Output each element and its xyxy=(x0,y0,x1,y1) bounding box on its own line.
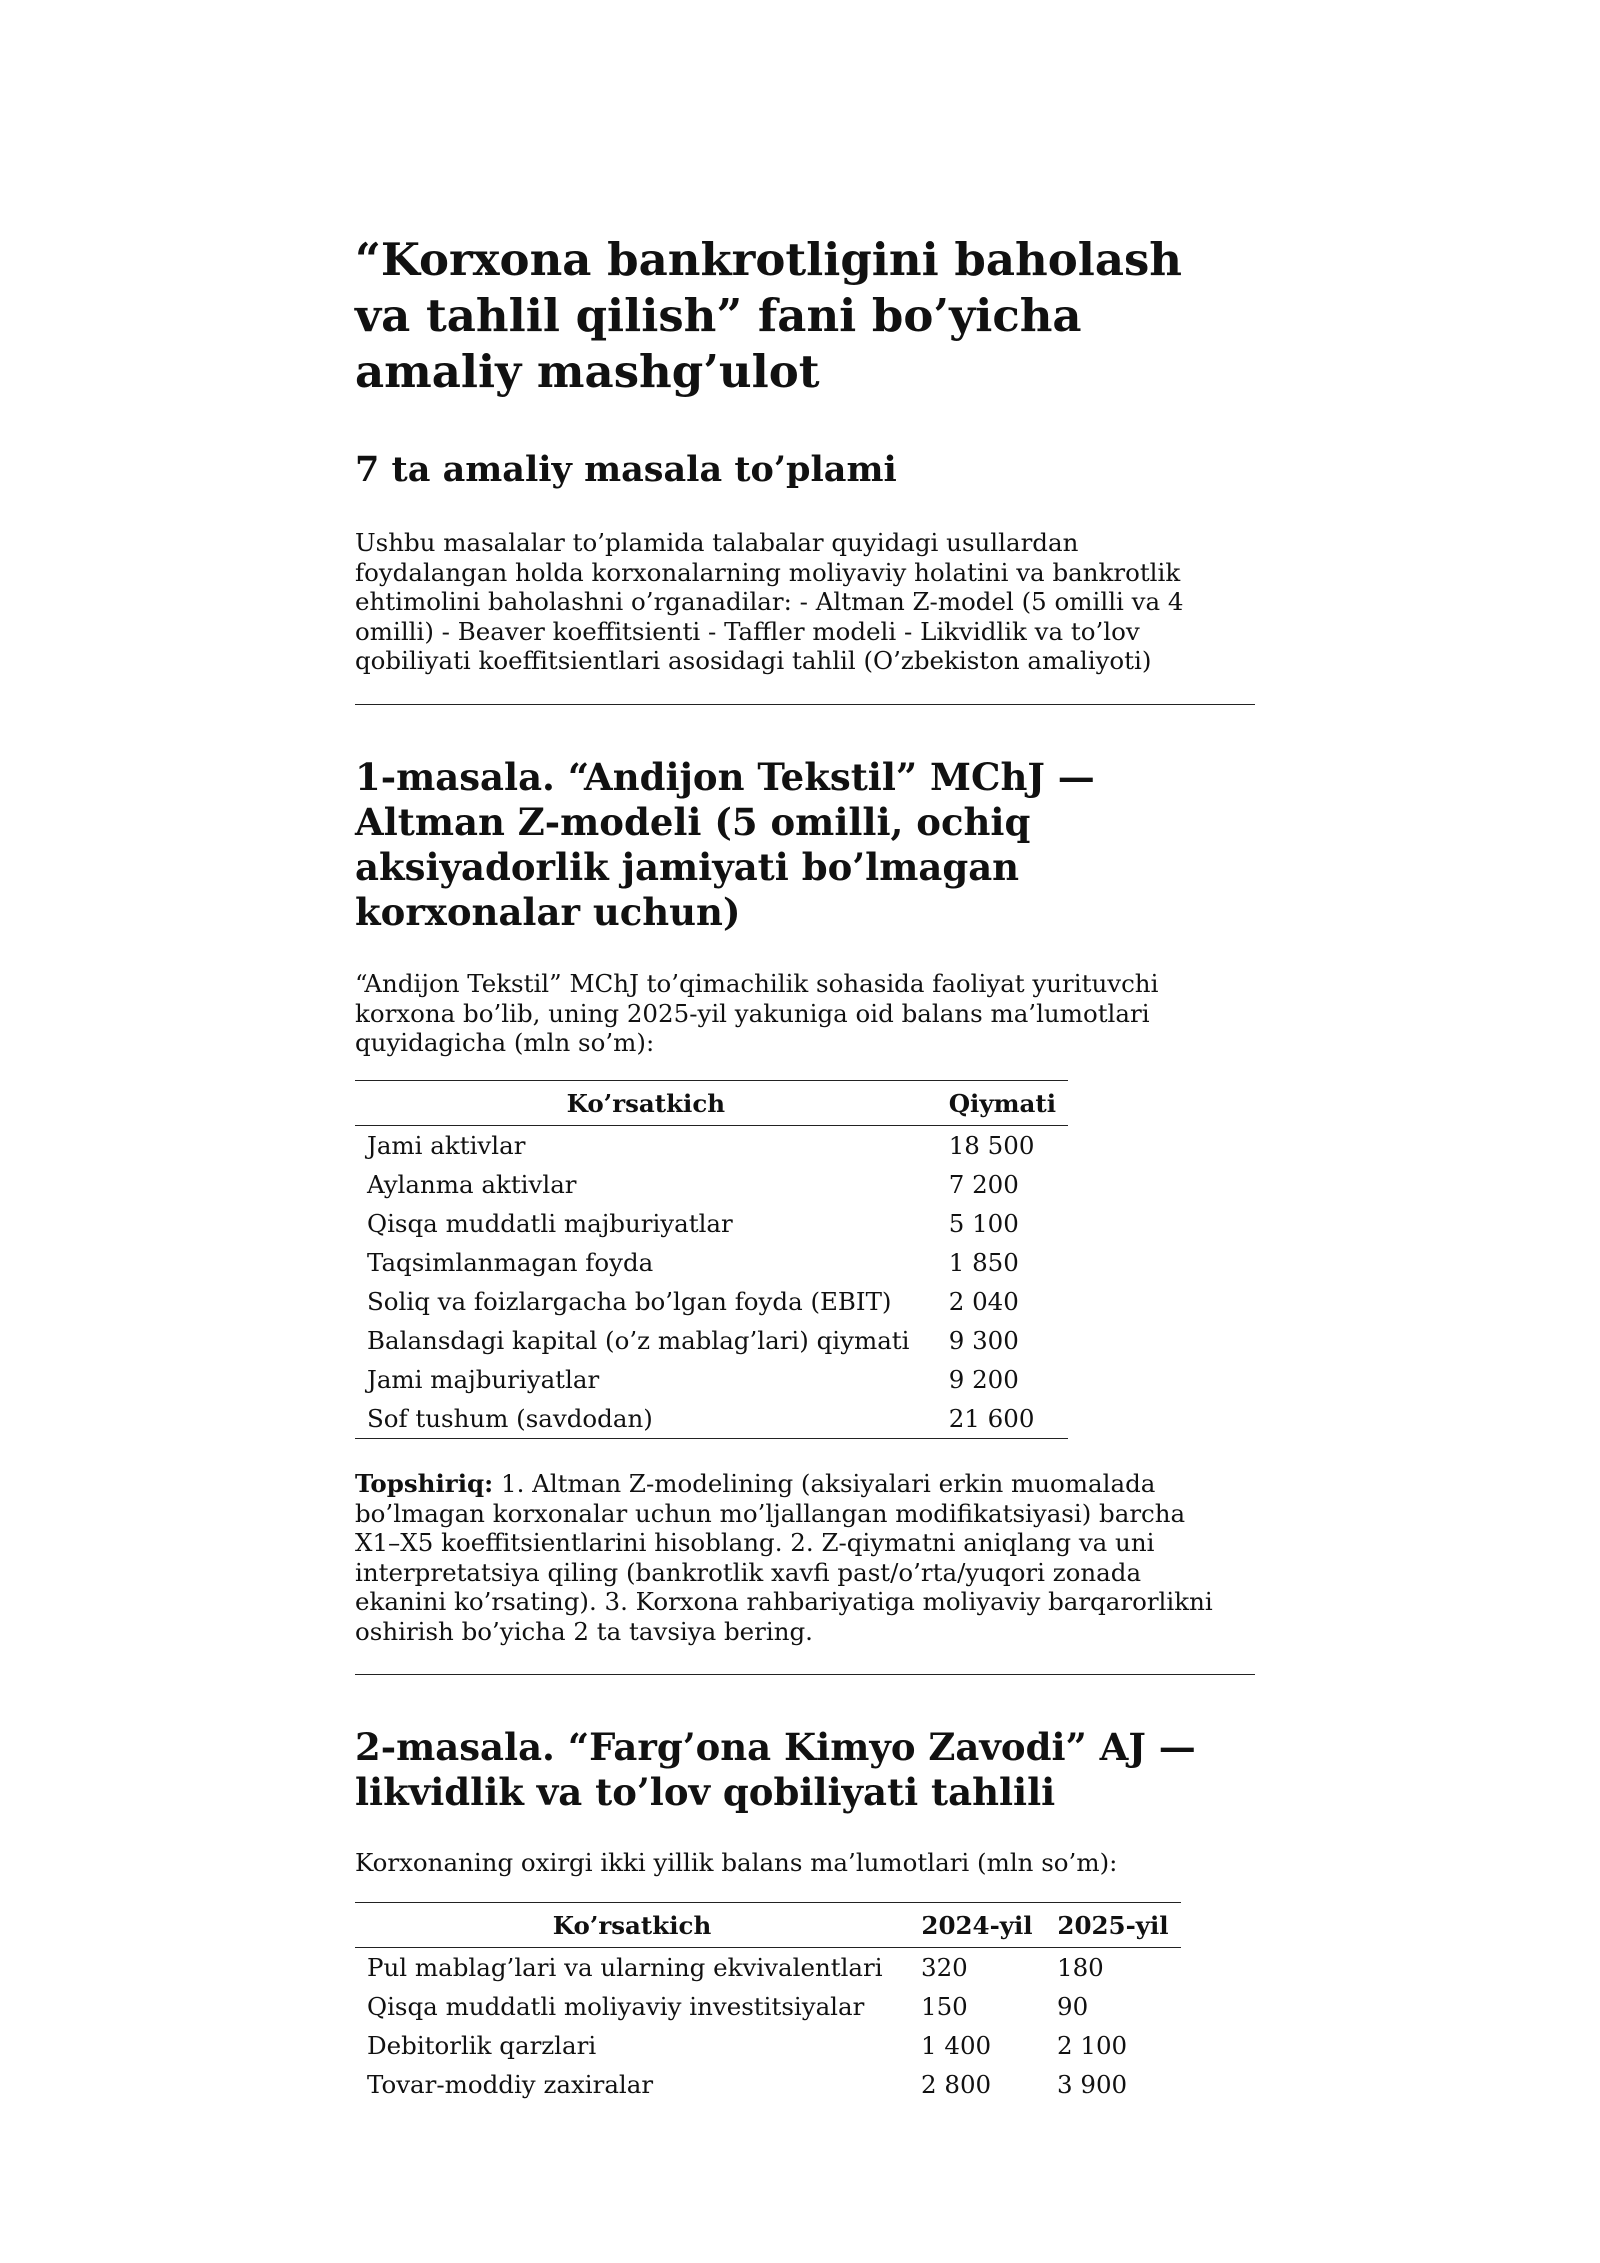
task-line: ekanini ko’rsating). 3. Korxona rahbariyatiga moliyaviy barqarorlikni xyxy=(355,1587,1213,1616)
table-cell: Soliq va foizlargacha bo’lgan foyda (EBIT) xyxy=(367,1287,892,1316)
task-line: bo’lmagan korxonalar uchun mo’ljallangan modifikatsiyasi) barcha xyxy=(355,1498,1186,1528)
description-line: “Andijon Tekstil” MChJ to’qimachilik sohasida faoliyat yurituvchi xyxy=(355,969,1159,998)
problem-1-title-line: korxonalar uchun) xyxy=(355,890,741,934)
problem-1-title-line: aksiyadorlik jamiyati bo’lmagan xyxy=(355,845,1020,889)
problem-1-title xyxy=(355,755,1255,935)
table-cell: Taqsimlanmagan foyda xyxy=(367,1248,654,1277)
table-header-row xyxy=(355,1081,1068,1126)
table-cell: 150 xyxy=(921,1992,968,2021)
intro-line: qobiliyati koeffitsientlari asosidagi tahlil (O’zbekiston amaliyoti) xyxy=(355,646,1152,675)
task-line: X1–X5 koeffitsientlarini hisoblang. 2. Z-qiymatni aniqlang va uni xyxy=(355,1528,1155,1557)
table-cell: Qisqa muddatli majburiyatlar xyxy=(367,1209,733,1238)
problem-1-description xyxy=(355,969,1255,1058)
table-cell: 3 900 xyxy=(1057,2070,1128,2099)
description-line: quyidagicha (mln so’m): xyxy=(355,1028,655,1057)
description-line: korxona bo’lib, uning 2025-yil yakuniga oid balans ma’lumotlari xyxy=(355,998,1150,1028)
column-header: 2025-yil xyxy=(1045,1903,1181,1948)
table-row xyxy=(355,1399,1068,1439)
problem-1-table xyxy=(355,1080,1068,1439)
section-divider xyxy=(355,704,1255,705)
table-cell: 1 400 xyxy=(921,2031,992,2060)
table-row xyxy=(355,1165,1068,1204)
table-cell: Tovar-moddiy zaxiralar xyxy=(367,2070,654,2099)
task-line xyxy=(355,1469,1255,1499)
problem-1-title-line: Altman Z-modeli (5 omilli, ochiq xyxy=(355,800,1031,844)
table-row xyxy=(355,1321,1068,1360)
table-cell: 1 850 xyxy=(948,1248,1019,1277)
table-cell: Pul mablag’lari va ularning ekvivalentlari xyxy=(367,1953,883,1982)
table-cell: 9 300 xyxy=(948,1326,1019,1355)
column-header: Qiymati xyxy=(937,1081,1068,1126)
table-cell: 2 100 xyxy=(1057,2031,1128,2060)
table-cell: 7 200 xyxy=(948,1170,1019,1199)
table-row xyxy=(355,1948,1181,1988)
table-cell: 90 xyxy=(1057,1992,1089,2021)
problem-1-task xyxy=(355,1469,1255,1646)
table-cell: Qisqa muddatli moliyaviy investitsiyalar xyxy=(367,1992,865,2021)
table-cell: 320 xyxy=(921,1953,968,1982)
table-cell: 5 100 xyxy=(948,1209,1019,1238)
document-subtitle: 7 ta amaliy masala to’plami xyxy=(355,449,897,490)
title-line: va tahlil qilish” fani bo’yicha xyxy=(355,289,1082,342)
table-cell: Jami majburiyatlar xyxy=(367,1365,600,1394)
problem-2-title-line: likvidlik va to’lov qobiliyati tahlili xyxy=(355,1770,1056,1814)
intro-paragraph xyxy=(355,528,1255,676)
problem-2-title xyxy=(355,1725,1255,1815)
table-row xyxy=(355,1282,1068,1321)
table-row xyxy=(355,1243,1068,1282)
document-title xyxy=(355,232,1255,400)
intro-line: ehtimolini baholashni o’rganadilar: - Altman Z-model (5 omilli va 4 xyxy=(355,587,1184,616)
table-row xyxy=(355,1204,1068,1243)
column-header: Ko’rsatkich xyxy=(355,1081,937,1126)
task-line: interpretatsiya qiling (bankrotlik xavfi past/o’rta/yuqori zonada xyxy=(355,1557,1142,1587)
table-row xyxy=(355,1126,1068,1166)
title-line: “Korxona bankrotligini baholash xyxy=(355,233,1183,286)
problem-2-table xyxy=(355,1902,1181,2104)
task-text: 1. Altman Z-modelining (aksiyalari erkin muomalada xyxy=(493,1469,1156,1498)
section-divider xyxy=(355,1674,1255,1675)
column-header: 2024-yil xyxy=(909,1903,1045,1948)
intro-line: omilli) - Beaver koeffitsienti - Taffler modeli - Likvidlik va to’lov xyxy=(355,616,1140,646)
column-header: Ko’rsatkich xyxy=(355,1903,909,1948)
table-row xyxy=(355,1987,1181,2026)
table-cell: Jami aktivlar xyxy=(367,1131,526,1160)
table-row xyxy=(355,1360,1068,1399)
intro-line: foydalangan holda korxonalarning moliyaviy holatini va bankrotlik xyxy=(355,557,1181,587)
table-cell: 2 040 xyxy=(948,1287,1019,1316)
table-cell: 9 200 xyxy=(948,1365,1019,1394)
task-line: oshirish bo’yicha 2 ta tavsiya bering. xyxy=(355,1616,813,1646)
problem-1-title-line: 1-masala. “Andijon Tekstil” MChJ — xyxy=(355,755,1095,799)
table-cell: 18 500 xyxy=(948,1131,1035,1160)
table-cell: 2 800 xyxy=(921,2070,992,2099)
task-label: Topshiriq: xyxy=(355,1469,494,1498)
table-row xyxy=(355,2065,1181,2104)
table-cell: Balansdagi kapital (o’z mablag’lari) qiymati xyxy=(367,1326,910,1355)
table-row xyxy=(355,2026,1181,2065)
intro-line: Ushbu masalalar to’plamida talabalar quyidagi usullardan xyxy=(355,528,1079,557)
problem-2-description: Korxonaning oxirgi ikki yillik balans ma’lumotlari (mln so’m): xyxy=(355,1848,1118,1877)
table-header-row xyxy=(355,1903,1181,1948)
table-cell: 180 xyxy=(1057,1953,1104,1982)
table-cell: Debitorlik qarzlari xyxy=(367,2031,597,2060)
table-cell: Aylanma aktivlar xyxy=(367,1170,577,1199)
table-cell: Sof tushum (savdodan) xyxy=(355,1399,937,1439)
title-line: amaliy mashg’ulot xyxy=(355,345,820,398)
problem-2-title-line: 2-masala. “Farg’ona Kimyo Zavodi” AJ — xyxy=(355,1725,1196,1769)
table-cell: 21 600 xyxy=(937,1399,1068,1439)
